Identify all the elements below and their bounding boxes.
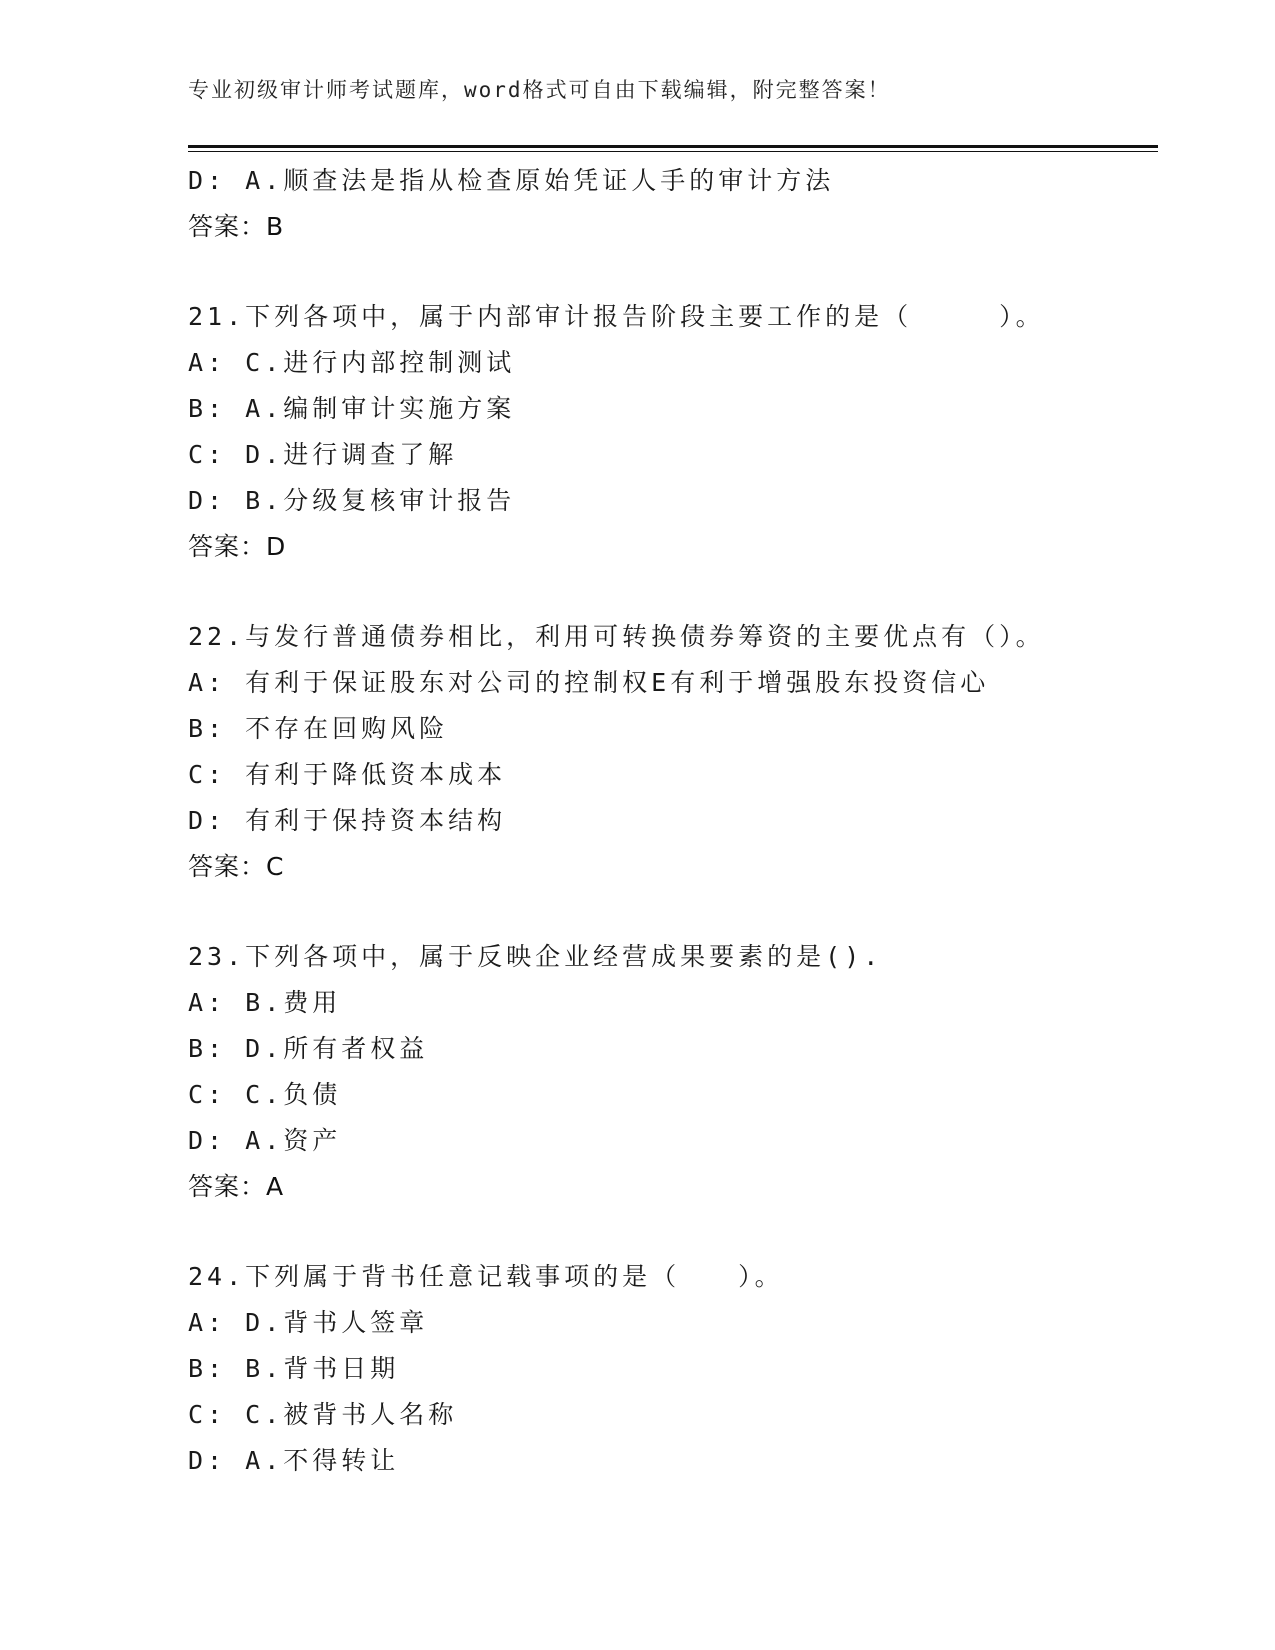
header-divider-thin [188, 151, 1158, 152]
option-c: C: D.进行调查了解 [188, 440, 458, 469]
question-stem: 21.下列各项中，属于内部审计报告阶段主要工作的是（ ）。 [188, 302, 1045, 331]
question-stem: 23.下列各项中，属于反映企业经营成果要素的是(). [188, 942, 883, 971]
answer-line: 答案：C [188, 852, 285, 881]
option-c: C: C.被背书人名称 [188, 1400, 458, 1429]
previous-question-tail [188, 158, 1158, 250]
option-c: C: C.负债 [188, 1080, 342, 1109]
option-d: D: 有利于保持资本结构 [188, 806, 507, 835]
option-d: D: B.分级复核审计报告 [188, 486, 516, 515]
question-stem: 22.与发行普通债券相比，利用可转换债券筹资的主要优点有（）。 [188, 622, 1045, 651]
question-22 [188, 614, 1158, 890]
answer-line: 答案：B [188, 212, 285, 241]
header-divider-thick [188, 145, 1158, 148]
option-b: B: D.所有者权益 [188, 1034, 429, 1063]
option-b: B: 不存在回购风险 [188, 714, 449, 743]
option-b: B: B.背书日期 [188, 1354, 400, 1383]
option-a: A: 有利于保证股东对公司的控制权E有利于增强股东投资信心 [188, 668, 990, 697]
answer-line: 答案：A [188, 1172, 285, 1201]
option-a: A: D.背书人签章 [188, 1308, 429, 1337]
document-content [188, 158, 1158, 1484]
question-23 [188, 934, 1158, 1210]
option-d: D: A.顺查法是指从检查原始凭证人手的审计方法 [188, 166, 835, 195]
option-d: D: A.资产 [188, 1126, 342, 1155]
option-c: C: 有利于降低资本成本 [188, 760, 507, 789]
answer-line: 答案：D [188, 532, 287, 561]
option-a: A: C.进行内部控制测试 [188, 348, 516, 377]
page-header: 专业初级审计师考试题库，word格式可自由下载编辑，附完整答案！ [188, 78, 891, 102]
option-d: D: A.不得转让 [188, 1446, 400, 1475]
option-a: A: B.费用 [188, 988, 342, 1017]
option-b: B: A.编制审计实施方案 [188, 394, 516, 423]
question-stem: 24.下列属于背书任意记载事项的是（ ）。 [188, 1262, 784, 1291]
question-24 [188, 1254, 1158, 1484]
question-21 [188, 294, 1158, 570]
